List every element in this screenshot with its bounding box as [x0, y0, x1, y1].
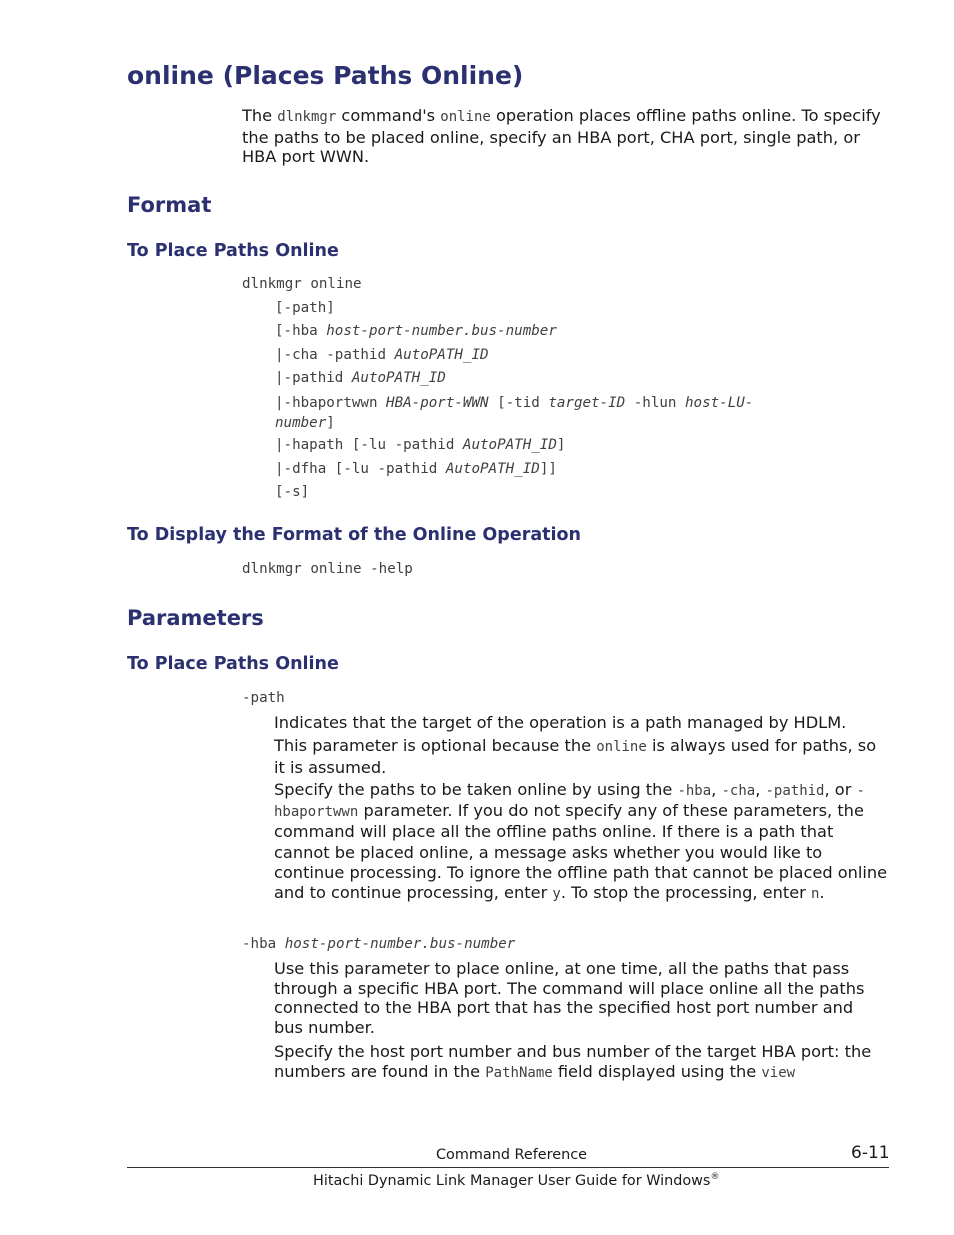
param-path-name: -path	[242, 690, 285, 706]
code-text: |-hapath [-lu -pathid	[275, 437, 463, 453]
code-variable: number	[275, 414, 327, 431]
code-text: -hba	[242, 936, 285, 952]
footer-section-name: Command Reference	[436, 1147, 588, 1163]
footer-guide-title	[313, 1172, 719, 1189]
page-title: online (Places Paths Online)	[127, 61, 524, 90]
command-name: dlnkmgr	[277, 109, 337, 125]
code-line	[275, 437, 565, 453]
intro-text: operation places offline paths online. To specify the paths to be placed online, specify an HBA port, CHA port, single path, or HBA port WWN.	[242, 106, 881, 167]
desc-text: Specify the host port number and bus number of the target HBA port: the numbers are found in the	[274, 1042, 872, 1081]
desc-text: parameter. If you do not specify any of these parameters, the command will place all the offline paths online. If there is a path that cannot be placed online, a message asks whether you would like to continue processing. To ignore the offline path that cannot be placed online and to continue processing, enter	[274, 801, 888, 903]
desc-code: -cha	[721, 783, 756, 799]
desc-text: , or	[824, 780, 857, 799]
code-text: -hlun	[625, 395, 686, 411]
intro-text: command's	[336, 106, 441, 125]
format-subheading-display-help: To Display the Format of the Online Operation	[127, 525, 581, 545]
desc-text: ,	[755, 780, 766, 799]
code-variable: AutoPATH_ID	[394, 347, 489, 363]
desc-text: ,	[711, 780, 722, 799]
param-path-desc-2	[274, 736, 886, 777]
code-text: |-dfha [-lu -pathid	[275, 461, 446, 477]
code-variable: HBA-port-WWN	[386, 395, 489, 411]
desc-code: online	[596, 739, 647, 755]
param-hba-desc-1: Use this parameter to place online, at one time, all the paths that pass through a specific HBA port. The command will place online all the paths connected to the HBA port that has the specified host port number and bus number.	[274, 959, 865, 1037]
intro-paragraph	[242, 106, 882, 167]
desc-code: PathName	[485, 1064, 553, 1081]
code-text: ]	[556, 437, 566, 453]
code-text: |-hbaportwwn	[275, 395, 387, 411]
code-line	[275, 323, 557, 339]
code-line: [-s]	[275, 484, 310, 500]
code-text: ]]	[539, 461, 557, 477]
code-line: [-path]	[275, 300, 335, 316]
param-path-desc-1: Indicates that the target of the operation is a path managed by HDLM.	[274, 713, 847, 732]
param-hba-name	[242, 936, 515, 952]
desc-text: Specify the paths to be taken online by using the	[274, 780, 678, 799]
code-variable: AutoPATH_ID	[445, 461, 540, 477]
code-text: |-pathid	[275, 370, 352, 386]
footer-page-number: 6-11	[851, 1143, 890, 1163]
desc-code: -pathid	[765, 783, 825, 799]
code-variable: AutoPATH_ID	[351, 370, 446, 386]
code-variable: host-port-number.bus-number	[284, 936, 516, 952]
desc-text: .	[819, 883, 825, 903]
code-line	[275, 461, 557, 477]
desc-code: -hbaportwwn	[274, 783, 865, 821]
format-heading: Format	[127, 193, 212, 217]
code-text: ]	[326, 414, 335, 431]
param-path-desc-3	[274, 780, 889, 904]
code-line: dlnkmgr online	[242, 276, 362, 292]
desc-text: . To stop the processing, enter	[560, 883, 811, 903]
code-line	[275, 370, 446, 386]
desc-code: n	[810, 886, 820, 903]
desc-text: is always used for paths, so it is assumed.	[274, 736, 877, 777]
code-text: [-hba	[275, 323, 327, 339]
operation-name: online	[440, 109, 491, 125]
desc-code: y	[552, 886, 561, 903]
code-line	[275, 394, 835, 433]
footer-divider	[127, 1167, 889, 1168]
param-hba-desc-2	[274, 1042, 889, 1083]
guide-title-text: Hitachi Dynamic Link Manager User Guide for Windows	[313, 1172, 711, 1189]
code-variable: target-ID	[548, 395, 626, 411]
code-variable: host-port-number.bus-number	[326, 323, 557, 339]
registered-mark: ®	[710, 1172, 720, 1182]
parameters-subheading-place-online: To Place Paths Online	[127, 654, 339, 674]
format-subheading-place-online: To Place Paths Online	[127, 241, 339, 261]
code-text: [-tid	[488, 395, 549, 411]
intro-text: The	[242, 106, 278, 125]
desc-text: This parameter is optional because the	[274, 736, 597, 755]
desc-code: -hba	[677, 783, 712, 799]
code-line	[275, 347, 489, 363]
code-variable: host-LU-	[685, 395, 754, 411]
help-command: dlnkmgr online -help	[242, 561, 413, 577]
code-text: |-cha -pathid	[275, 347, 395, 363]
code-variable: AutoPATH_ID	[462, 437, 557, 453]
desc-text: field displayed using the	[552, 1061, 762, 1081]
desc-code: view	[761, 1064, 796, 1081]
parameters-heading: Parameters	[127, 606, 264, 630]
